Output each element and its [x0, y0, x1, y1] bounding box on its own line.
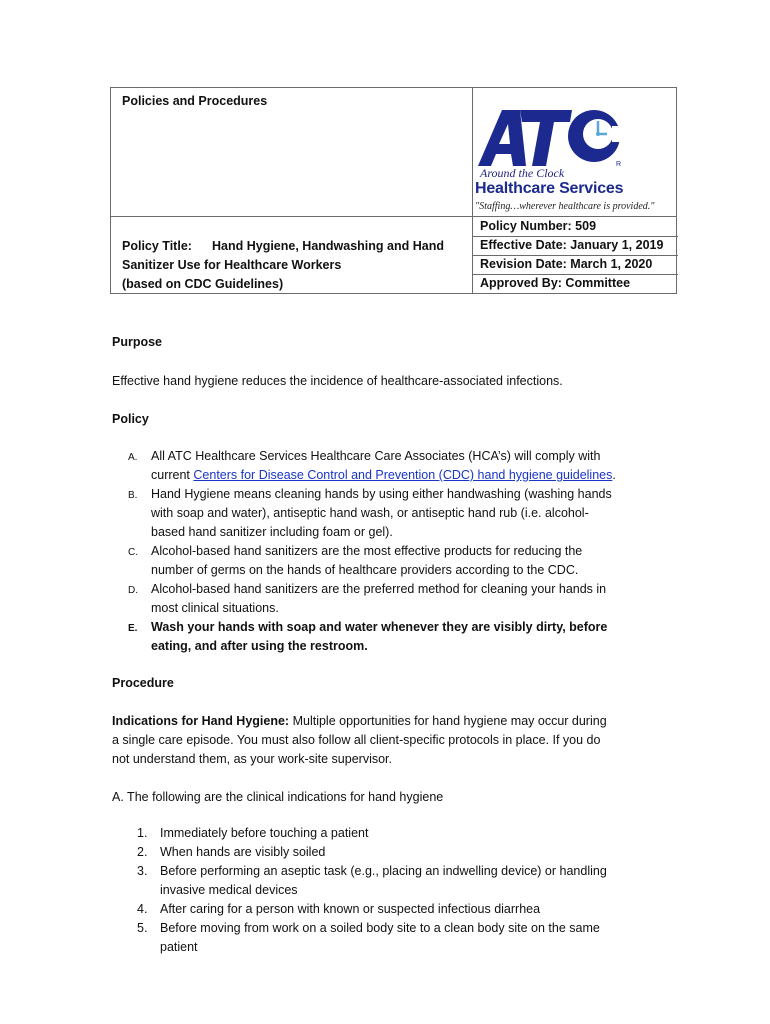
indications-line [112, 714, 607, 728]
list-item-line: Before performing an aseptic task (e.g., placing an indwelling device) or handling [160, 864, 607, 878]
table-divider-row [472, 236, 678, 237]
list-number: 1. [137, 826, 148, 840]
logo-healthcare-services: Healthcare Services [475, 180, 624, 197]
table-divider-vertical [472, 88, 473, 293]
list-number: 2. [137, 845, 148, 859]
purpose-text: Effective hand hygiene reduces the incidence of healthcare-associated infections. [112, 374, 563, 388]
policies-procedures-label: Policies and Procedures [122, 94, 268, 108]
table-divider-horizontal [111, 216, 676, 217]
approved-by: Approved By: Committee [480, 276, 631, 290]
list-item-line: invasive medical devices [160, 883, 298, 897]
table-divider-row [472, 274, 678, 275]
policy-title-block [122, 237, 444, 294]
table-divider-row [472, 255, 678, 256]
logo-slogan: "Staffing…wherever healthcare is provided." [475, 201, 655, 212]
policy-item-line: Wash your hands with soap and water whenever they are visibly dirty, before [151, 620, 608, 634]
list-number: 5. [137, 921, 148, 935]
list-number: 3. [137, 864, 148, 878]
effective-date: Effective Date: January 1, 2019 [480, 238, 664, 252]
policy-item-letter: E. [128, 623, 138, 634]
indications-label: Indications for Hand Hygiene: [112, 714, 290, 728]
policy-title-line: (based on CDC Guidelines) [122, 277, 284, 291]
procedure-heading: Procedure [112, 676, 174, 690]
logo-c-opening [612, 126, 626, 142]
logo-letter-t-shape [520, 110, 572, 166]
policy-item-line: Alcohol-based hand sanitizers are the most effective products for reducing the [151, 544, 583, 558]
section-a-heading: A. The following are the clinical indications for hand hygiene [112, 790, 444, 804]
policy-item-letter: D. [128, 585, 138, 596]
policy-heading: Policy [112, 412, 149, 426]
indications-line: a single care episode. You must also follow all client-specific protocols in place. If you do [112, 733, 601, 747]
policy-item-line: eating, and after using the restroom. [151, 639, 368, 653]
atc-logo [476, 104, 626, 168]
list-item-line: Immediately before touching a patient [160, 826, 369, 840]
purpose-heading: Purpose [112, 335, 163, 349]
policy-item-letter: B. [128, 490, 138, 501]
policy-item-text: . [612, 468, 616, 482]
list-item-line: When hands are visibly soiled [160, 845, 326, 859]
policy-title-label: Policy Title: [122, 239, 192, 253]
revision-date: Revision Date: March 1, 2020 [480, 257, 653, 271]
policy-item-line: Alcohol-based hand sanitizers are the preferred method for cleaning your hands in [151, 582, 607, 596]
policy-item-letter: C. [128, 547, 138, 558]
policy-item-line: All ATC Healthcare Services Healthcare Care Associates (HCA’s) will comply with [151, 449, 601, 463]
list-item-line: patient [160, 940, 198, 954]
policy-item-letter: A. [128, 452, 138, 463]
cdc-guidelines-link[interactable]: Centers for Disease Control and Prevention (CDC) hand hygiene guidelines [193, 468, 613, 482]
policy-item-line [151, 468, 616, 482]
policy-title-line: Hand Hygiene, Handwashing and Hand [212, 239, 444, 253]
policy-item-line: based hand sanitizer including foam or gel). [151, 525, 393, 539]
policy-item-line: most clinical situations. [151, 601, 279, 615]
indications-line: not understand them, as your work-site supervisor. [112, 752, 392, 766]
policy-item-text: current [151, 468, 194, 482]
policy-item-line: number of germs on the hands of healthcare providers according to the CDC. [151, 563, 579, 577]
policy-title-line: Sanitizer Use for Healthcare Workers [122, 258, 342, 272]
indications-text: Multiple opportunities for hand hygiene may occur during [289, 714, 607, 728]
list-item-line: Before moving from work on a soiled body site to a clean body site on the same [160, 921, 600, 935]
list-item-line: After caring for a person with known or suspected infectious diarrhea [160, 902, 541, 916]
logo-tagline-around-clock: Around the Clock [480, 166, 565, 180]
policy-number: Policy Number: 509 [480, 219, 597, 233]
logo-registered-mark: R [616, 161, 622, 168]
policy-item-line: with soap and water), antiseptic hand wash, or antiseptic hand rub (i.e. alcohol- [151, 506, 589, 520]
logo-clock-center [596, 132, 600, 136]
list-number: 4. [137, 902, 148, 916]
policy-item-line: Hand Hygiene means cleaning hands by using either handwashing (washing hands [151, 487, 612, 501]
